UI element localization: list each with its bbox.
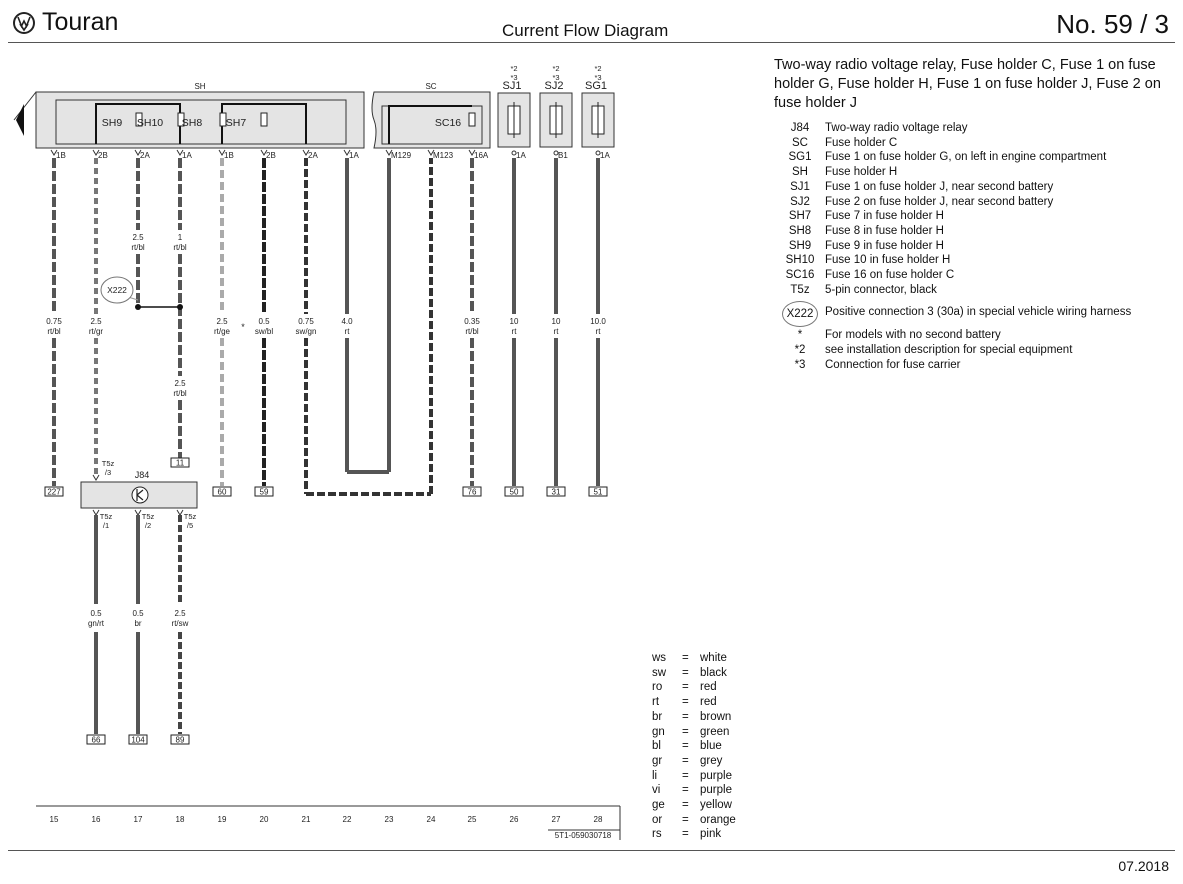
legend-code: SH8 <box>788 224 812 237</box>
ref-number: 31 <box>551 487 561 497</box>
fuse-note: *3 <box>552 73 560 82</box>
pin-label: 1A <box>600 151 610 160</box>
legend-text: Fuse 10 in fuse holder H <box>825 254 951 267</box>
color-equals: = <box>682 754 689 767</box>
relay-label: J84 <box>134 470 150 480</box>
wire-color-label: rt/bl <box>465 327 479 336</box>
wire-size-label: 0.75 <box>298 317 314 326</box>
x222-label: X222 <box>107 285 127 295</box>
color-name: white <box>700 652 727 664</box>
legend-text: Positive connection 3 (30a) in special vehicle wiring harness <box>825 306 1132 319</box>
ref-number: 50 <box>509 487 519 497</box>
ref-number: 89 <box>175 735 185 745</box>
wire-color-label: br <box>134 619 142 628</box>
legend-text: Fuse 1 on fuse holder G, on left in engine compartment <box>825 151 1107 164</box>
color-equals: = <box>682 799 689 811</box>
track-number: 22 <box>342 815 352 824</box>
color-equals: = <box>682 652 689 664</box>
legend-code: SH <box>792 166 808 179</box>
ref-number: 227 <box>47 487 61 497</box>
pin-arrow-icon <box>135 510 141 515</box>
wire-size-label: 4.0 <box>341 317 353 326</box>
legend-text: see installation description for special equipment <box>825 344 1073 357</box>
relay-pin-label: /1 <box>102 521 110 530</box>
junction-dot <box>135 304 141 310</box>
legend-code: SH10 <box>785 254 815 267</box>
asterisk-mark: * <box>241 322 245 332</box>
pin-label: 16A <box>474 151 489 160</box>
color-abbr: sw <box>652 666 667 679</box>
color-name: grey <box>700 754 723 767</box>
legend-code: SG1 <box>788 151 812 164</box>
track-number: 26 <box>509 815 519 824</box>
sc-inner-frame <box>382 106 482 144</box>
ref-number: 51 <box>593 487 603 497</box>
pin-arrow-icon <box>93 510 99 515</box>
wire-size-label: 0.35 <box>464 317 480 326</box>
legend-text: Fuse holder C <box>825 136 898 149</box>
track-number: 15 <box>49 815 59 824</box>
track-number: 23 <box>384 815 394 824</box>
fuse-icon <box>469 113 475 126</box>
color-name: brown <box>700 710 732 723</box>
ref-number: 76 <box>467 487 477 497</box>
color-abbr: vi <box>652 784 661 797</box>
color-abbr: or <box>652 813 663 826</box>
holder-line <box>14 92 36 120</box>
track-number: 21 <box>301 815 311 824</box>
color-name: red <box>700 696 717 709</box>
legend-code: X222 <box>782 301 818 327</box>
track-number: 17 <box>133 815 143 824</box>
pin-label: B1 <box>558 151 568 160</box>
legend-text: Fuse 2 on fuse holder J, near second battery <box>825 195 1054 208</box>
fuse-note: *2 <box>594 64 602 73</box>
pin-label: M123 <box>433 151 454 160</box>
legend-code: J84 <box>790 122 810 134</box>
legend-code: *3 <box>794 358 806 371</box>
color-abbr: br <box>652 710 663 723</box>
wire-size-label: 10 <box>509 317 519 326</box>
color-name: black <box>700 666 727 679</box>
sh-fuse-label: SH9 <box>101 117 123 129</box>
wire-size-label: 2.5 <box>132 233 144 242</box>
color-equals: = <box>682 784 689 797</box>
relay-pin-label: T5z <box>141 512 155 521</box>
color-equals: = <box>682 725 689 738</box>
fuse-note: *3 <box>594 73 602 82</box>
legend-code: T5z <box>790 283 810 296</box>
wire-size-label: 10 <box>551 317 561 326</box>
legend-code: * <box>797 329 803 342</box>
pin-label: 1A <box>349 151 359 160</box>
wire-color-label: rt/gr <box>88 327 104 336</box>
sh-fuse-label: SH8 <box>181 117 203 129</box>
legend-code: SJ1 <box>790 180 810 193</box>
wire-color-label: rt/bl <box>131 243 145 252</box>
pin-label: 2B <box>98 151 108 160</box>
fuse-icon <box>261 113 267 126</box>
pin-label: M129 <box>391 151 412 160</box>
legend-code: SH9 <box>788 239 812 252</box>
footer-rule <box>8 850 1175 851</box>
wire-color-label: rt/bl <box>173 389 187 398</box>
footer-date: 07.2018 <box>1118 858 1169 874</box>
brand-name: Touran <box>42 8 119 36</box>
color-equals: = <box>682 828 689 841</box>
fuse-note: *3 <box>510 73 518 82</box>
fuse-label: SG1 <box>584 80 608 92</box>
color-name: red <box>700 681 717 694</box>
sc-label: SC <box>425 82 437 91</box>
legend-text: Fuse 1 on fuse holder J, near second battery <box>825 180 1054 193</box>
pin-label: 1A <box>516 151 526 160</box>
wire-color-label: gn/rt <box>87 619 105 628</box>
track-number: 18 <box>175 815 185 824</box>
wire-color-label: sw/bl <box>254 327 274 336</box>
color-abbr: bl <box>652 740 661 753</box>
color-abbr: gr <box>652 754 663 767</box>
track-number: 24 <box>426 815 436 824</box>
track-number: 27 <box>551 815 561 824</box>
diagram-code: 5T1-059030718 <box>554 831 612 840</box>
color-equals: = <box>682 681 689 694</box>
junction-dot <box>177 304 183 310</box>
ref-number: 66 <box>91 735 101 745</box>
pin-arrow-icon <box>93 475 99 480</box>
relay-pin-label: T5z <box>99 512 113 521</box>
sc-fuse-label: SC16 <box>434 117 462 129</box>
fuse-label: SJ2 <box>544 80 564 92</box>
relay-icon <box>132 487 148 503</box>
relay-pin-label: T5z <box>183 512 197 521</box>
color-equals: = <box>682 769 689 782</box>
pin-label: 2A <box>140 151 150 160</box>
legend-code: SJ2 <box>790 195 810 208</box>
wire-size-label: 1 <box>177 233 183 242</box>
fuse-label: SJ1 <box>502 80 522 92</box>
wire-size-label: 2.5 <box>174 609 186 618</box>
legend-text: Fuse 8 in fuse holder H <box>825 224 944 237</box>
wire-color-label: rt/sw <box>171 619 189 628</box>
color-name: orange <box>700 813 736 826</box>
wire-color-label: rt <box>595 327 601 336</box>
wire-size-label: 2.5 <box>174 379 186 388</box>
section-arrow-icon <box>16 104 24 136</box>
ref-number: 59 <box>259 487 269 497</box>
legend-text: Fuse 7 in fuse holder H <box>825 210 944 223</box>
legend-code: SC16 <box>785 269 815 281</box>
wire-color-label: rt <box>553 327 559 336</box>
relay-pin-label: /3 <box>104 468 112 477</box>
color-equals: = <box>682 740 689 753</box>
legend-text: For models with no second battery <box>825 329 1001 342</box>
color-abbr: ws <box>652 652 667 664</box>
fuse-note: *2 <box>510 64 518 73</box>
pin-label: 1B <box>56 151 66 160</box>
track-number: 16 <box>91 815 101 824</box>
color-name: purple <box>700 784 732 797</box>
pin-arrow-icon <box>177 510 183 515</box>
color-equals: = <box>682 696 689 709</box>
legend-text: Fuse 16 on fuse holder C <box>825 269 955 281</box>
diagram-description: Two-way radio voltage relay, Fuse holder C, Fuse 1 on fuse holder G, Fuse holder H, Fuse 1 on fuse holder J, Fuse 2 on fuse holder J <box>774 57 1161 111</box>
doc-number: No. 59 / 3 <box>1056 9 1169 39</box>
sh-label: SH <box>194 82 206 91</box>
color-equals: = <box>682 813 689 826</box>
color-name: green <box>700 725 730 738</box>
sh-fuse-label: SH10 <box>136 117 164 129</box>
legend-code: *2 <box>794 344 806 357</box>
page-title: Current Flow Diagram <box>502 21 669 40</box>
track-number: 28 <box>593 815 603 824</box>
wire-color-label: rt/bl <box>173 243 187 252</box>
wire-color-label: rt/bl <box>47 327 61 336</box>
ref-number: 104 <box>131 735 145 745</box>
color-abbr: li <box>652 769 658 782</box>
color-abbr: rs <box>652 828 662 841</box>
color-abbr: ge <box>652 799 665 811</box>
wire-size-label: 2.5 <box>90 317 102 326</box>
pin-label: 2B <box>266 151 276 160</box>
legend-text: 5-pin connector, black <box>825 283 937 296</box>
color-name: pink <box>700 828 722 841</box>
wire-color-label: rt <box>511 327 517 336</box>
legend-text: Fuse 9 in fuse holder H <box>825 239 944 252</box>
legend-text: Fuse holder H <box>825 166 898 179</box>
legend-text: Two-way radio voltage relay <box>825 122 968 134</box>
wire-size-label: 0.5 <box>132 609 144 618</box>
wire-size-label: 0.5 <box>258 317 270 326</box>
color-name: yellow <box>700 799 732 811</box>
pin-label: 1B <box>224 151 234 160</box>
relay-pin-label: T5z <box>101 459 115 468</box>
track-number: 25 <box>467 815 477 824</box>
color-abbr: ro <box>652 681 663 694</box>
ref-number: 60 <box>217 487 227 497</box>
relay-pin-label: /5 <box>186 521 194 530</box>
wire-color-label: sw/gn <box>295 327 317 336</box>
color-equals: = <box>682 710 689 723</box>
pin-label: 2A <box>308 151 318 160</box>
fuse-note: *2 <box>552 64 560 73</box>
sh-fuse-label: SH7 <box>225 117 247 129</box>
color-abbr: gn <box>652 725 665 738</box>
wire-size-label: 10.0 <box>590 317 606 326</box>
ref-number: 11 <box>175 458 185 468</box>
legend-text: Connection for fuse carrier <box>825 358 961 371</box>
color-abbr: rt <box>652 696 660 709</box>
wire-size-label: 0.5 <box>90 609 102 618</box>
track-number: 19 <box>217 815 227 824</box>
pin-label: 1A <box>182 151 192 160</box>
color-name: blue <box>700 740 722 753</box>
wire-size-label: 0.75 <box>46 317 62 326</box>
wire-color-label: rt/ge <box>213 327 231 336</box>
relay-pin-label: /2 <box>144 521 152 530</box>
track-number: 20 <box>259 815 269 824</box>
color-equals: = <box>682 666 689 679</box>
legend-code: SH7 <box>788 210 812 223</box>
legend-code: SC <box>792 136 808 149</box>
wire-color-label: rt <box>344 327 350 336</box>
wire-size-label: 2.5 <box>216 317 228 326</box>
color-name: purple <box>700 769 732 782</box>
